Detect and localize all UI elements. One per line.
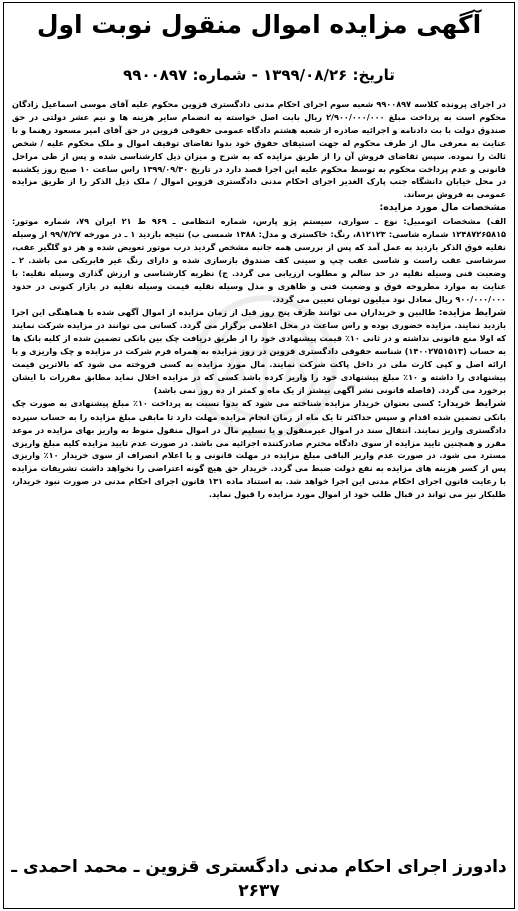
buyer-label: شرایط خریدار:: [437, 397, 506, 409]
conditions-label: شرایط مزایده:: [438, 306, 506, 318]
property-section-title: مشخصات مال مورد مزایده:: [379, 202, 506, 214]
conditions-paragraph: [12, 306, 506, 397]
notice-signature: دادورز اجرای احکام مدنی دادگستری قزوین ـ محمد احمدی ـ ۲۶۳۷: [11, 857, 507, 901]
date-and-number: تاریخ: ۱۳۹۹/۰۸/۲۶ - شماره: ۹۹۰۰۸۹۷: [123, 66, 395, 84]
intro-paragraph: در اجرای پرونده کلاسه ۹۹۰۰۸۹۷ شعبه سوم اجرای احکام مدنی دادگستری قزوین محکوم علیه آقای موسی اسماعیل زادگان محکوم است به پرداخت مبلغ ۲/۹۰۰/۰۰۰/۰۰۰ ریال بابت اصل خواسته به انضمام سایر هزینه ها و نیم عشر دولتی در حق صندوق دولت با بت دادنامه و اجرائیه صادره از شعبه هشتم دادگاه عمومی حقوقی قزوین در حق آقای امیر مسعود رهنما و با عنایت به معرفی مال از طرف محکوم له جهت استیفای حقوق خود بدوا تقاضای توقیف اموال و ملک محکوم علیه / شخص ثالث را نموده. سپس تقاضای فروش آن را از طریق مزایده که به شرح و میزان ذیل کارشناسی شده و پس از طی مراحل قانونی و عدم پرداخت محکوم به توسط محکوم علیه این اجرا قصد دارد در تاریخ ۱۳۹۹/۰۹/۳۰ راس ساعت ۱۰ صبح روز یکشنبه در محل خیابان دانشگاه جنب پارک الغدیر اجرای احکام مدنی دادگستری قزوین اموال / ملک ذیل الذکر را از طریق مزایده عمومی به فروش برساند.: [12, 99, 507, 200]
buyer-text: کسی بعنوان خریدار مزایده شناخته می شود که بدوا نسبت به پرداخت ۱۰٪ مبلغ پیشنهادی به صورت چک بانکی تضمین شده اقدام و سپس حداکثر تا یک ماه از زمان انجام مزایده مهلت دارد تا مابقی مبلغ مزایده را به حساب سپرده دادگستری واریز نمایند. انتقال سند در اموال غیرمنقول و یا تسلیم مال در اموال منقول منوط به واریز بهای مزایده در موعد مقرر و همچنین تایید مزایده از سوی دادگاه محترم صادرکننده اجرائیه می باشد. در صورت عدم تایید مزایده کلیه مبلغ واریزی مسترد می شود. در صورت عدم واریز الباقی مبلغ مزایده در مهلت قانونی و یا اعلام انصراف از سوی خریدار ۱۰٪ واریزی پس از کسر هزینه های مزایده به نفع دولت ضبط می گردد. خریدار حق هیچ گونه اعتراضی را نخواهد داشت تشریفات مزایده با رعایت قانون اجرای احکام مدنی این اجرا خواهد شد. به استناد ماده ۱۳۱ قانون اجرای احکام مدنی در صورت نبود خریدار، طلبکار نیز می تواند در قبال طلب خود از اموال مورد مزایده را قبول نماید.: [12, 397, 507, 500]
buyer-paragraph: [12, 397, 506, 501]
conditions-text: طالبین و خریداران می توانند ظرف پنج روز قبل از زمان مزایده از اموال آگهی شده با هماهنگی این اجرا بازدید نمایند. مزایده حضوری بوده و راس ساعت در محل اعلامی برگزار می گردد. کسانی می توانند در مزایده شرکت نمایند که اولا منع قانونی نداشته و در ثانی ۱۰٪ قیمت پیشنهادی خود را از طریق دریافت چک بین بانکی تضمین شده از کلیه بانک ها به حساب (۱۴۰۰۲۷۵۱۵۱۳) شناسه حقوقی دادگستری قزوین در روز مزایده به همراه فرم شرکت در مزایده و چک واریزی و یا ارائه اصل و کپی کارت ملی در داخل پاکت شرکت نمایند. مال مورد مزایده به کسی فروخته می شود که بالاترین قیمت پیشنهادی را داشته و ۱۰٪ مبلغ پیشنهادی خود را واریز کرده باشد کسی که در مزایده اخلال نماید مطابق مقررات با ایشان برخورد می گردد. (فاصله قانونی نشر آگهی بیشتر از یک ماه و کمتر از ده روز نمی باشد): [12, 306, 507, 395]
notice-body: [12, 98, 506, 501]
vehicle-specs-paragraph: الف) مشخصات اتومبیل: نوع ـ سواری، سیستم پژو پارس، شماره انتظامی ـ ۹۶۹ ط ۲۱ ایران ۷۹، شماره موتور: ۱۲۴۸۷۲۶۵۸۱۵ شماره شاسی: ۸۱۲۱۲۳، رنگ: خاکستری و مدل: ۱۳۸۸ شمسی ب) نتیجه بازدید ۱ ـ در مورخه ۹۹/۷/۲۷ از وسیله نقلیه فوق الذکر بازدید به عمل آمد که پس از بررسی همه جانبه مشخص گردید درب موتور تعویض شده و هر دو گلگیر عقب، سرشاسی عقب راست و شاسی عقب چپ و سینی کف صندوق بازسازی شده و دارای رنگ غیر فابریکی می باشد. ۲ ـ وضعیت فنی وسیله نقلیه در حد سالم و مطلوب ارزیابی می گردد. ج) نظریه کارشناسی و ارزش گذاری وسیله نقلیه: با عنایت به موارد مطروحه فوق و وضعیت فنی و ظاهری و مدل وسیله نقلیه قیمت وسیله نقلیه در بازار کنونی در حدود ۹۰۰/۰۰۰/۰۰۰ ریال معادل نود میلیون تومان تعیین می گردد.: [12, 216, 506, 304]
property-section: [12, 201, 506, 215]
notice-title: آگهی مزایده اموال منقول نوبت اول: [36, 10, 482, 39]
